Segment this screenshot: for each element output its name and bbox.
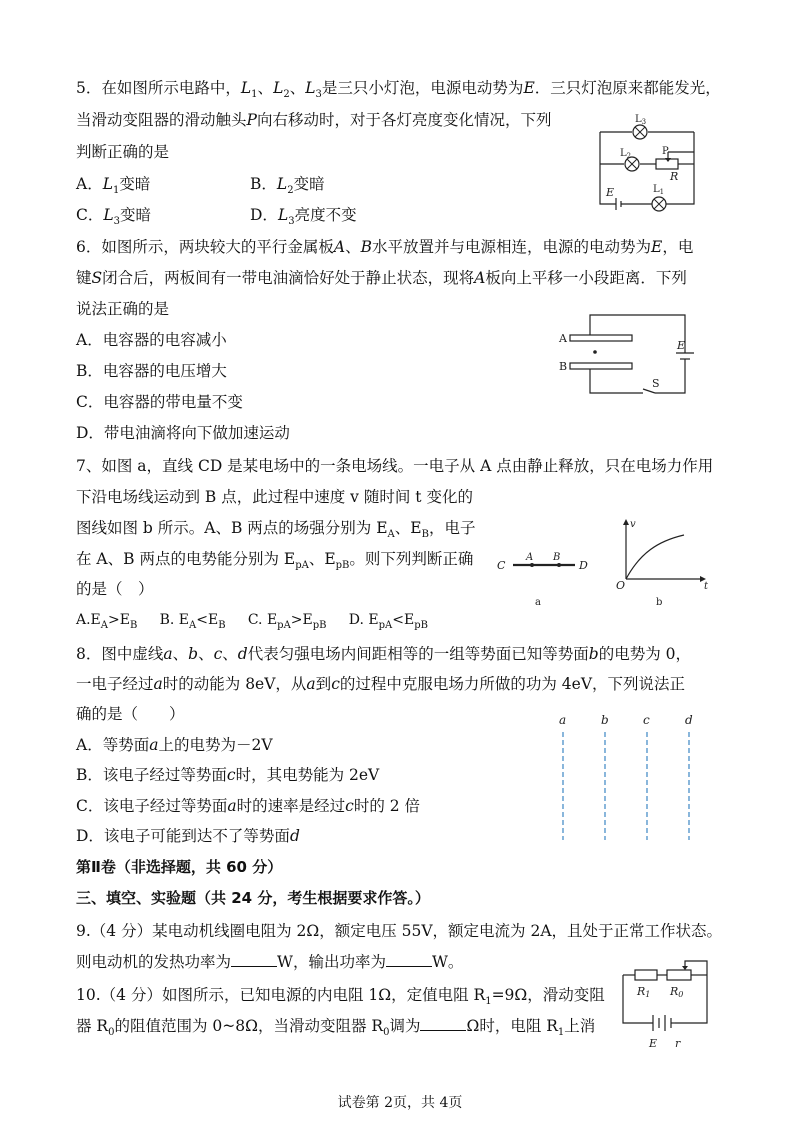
svg-text:R1: [636, 985, 650, 999]
q6-option-d: D．带电油滴将向下做加速运动: [76, 424, 290, 442]
svg-text:L3: [635, 114, 646, 126]
q6-option-b: B．电容器的电压增大: [76, 362, 227, 380]
q7-line-4: 在 A、B 两点的电势能分别为 $E_{pA}$、$E_{pB}$。则下列判断正确: [76, 550, 474, 572]
q10-blank-r0-value[interactable]: [420, 1016, 466, 1031]
fig-r0-label: R: [670, 985, 679, 998]
fig-b-point-label: B: [553, 552, 561, 563]
fig-r1-sub: 1: [645, 990, 651, 999]
q7-option-b: B. $E_A<E_B$: [159, 612, 226, 631]
q5-circuit-figure: [590, 112, 710, 212]
fig-l3-sub: 3: [641, 118, 647, 126]
q8-option-c: C．该电子经过等势面a时的速率是经过c时的 2 倍: [76, 797, 421, 815]
fig-l1-sub: 1: [659, 188, 665, 196]
q5-line-3: 判断正确的是: [76, 143, 170, 161]
q7-figure-a: [495, 515, 605, 610]
fig-internal-r-label: r: [675, 1037, 681, 1050]
q10-line-1: 10.（4 分）如图所示，已知电源的内电阻 1Ω，定值电阻 $R_1=9\Omega$，滑动变阻: [76, 986, 605, 1008]
q7-option-d: D. $E_{pA}<E_{pB}$: [348, 612, 428, 631]
fig-l2-label: L: [620, 148, 627, 159]
q8-equipotential-figure: [545, 708, 705, 843]
fig-d-label: D: [579, 559, 588, 572]
fig-l3-label: L: [635, 114, 642, 125]
q7-option-a: $A.E_A>E_B$: [76, 612, 138, 631]
q5-option-a: A．$L_1$变暗: [76, 175, 151, 197]
q7-line-3: 图线如图 b 所示。A、B 两点的场强分别为 $E_A$、$E_B$，电子: [76, 519, 476, 541]
q6-line-3: 说法正确的是: [76, 300, 170, 318]
fig-emf-label: E: [677, 339, 686, 352]
svg-text:L2: [620, 148, 631, 160]
fig-e-label: E: [606, 186, 615, 199]
q7-options: [76, 610, 428, 630]
q6-line-2: 键S闭合后，两板间有一带电油滴恰好处于静止状态，现将A板向上平移一小段距离．下列: [76, 269, 687, 287]
fig-a-point-label: A: [526, 552, 534, 563]
q8-line-2: 一电子经过a时的动能为 8eV，从a到c的过程中克服电场力所做的功为 4eV，下列说法正: [76, 675, 686, 693]
fig-r-label: R: [670, 170, 679, 183]
fig-a-caption: a: [535, 597, 541, 608]
fig-b-caption: b: [656, 597, 663, 608]
fig-v-label: v: [630, 519, 636, 530]
fig-switch-label: S: [652, 377, 660, 390]
q10-circuit-figure: [615, 955, 715, 1050]
q8-line-3: 确的是（ ）: [76, 705, 185, 723]
fig-origin-label: O: [616, 579, 626, 592]
section-2-heading: 第Ⅱ卷（非选择题，共 60 分）: [76, 858, 283, 876]
fig-l2-sub: 2: [626, 152, 632, 160]
q8-option-d: D．该电子可能到达不了等势面d: [76, 827, 300, 845]
q5-option-d: D．$L_3$亮度不变: [250, 206, 357, 228]
q5-line-2: 当滑动变阻器的滑动触头P向右移动时，对于各灯亮度变化情况，下列: [76, 111, 552, 129]
q5-line-1: 5．在如图所示电路中，$L_1$、$L_2$、$L_3$是三只小灯泡，电源电动势为E．三只灯泡原来都能发光，: [76, 79, 721, 101]
q9-blank-heat-power[interactable]: [231, 952, 277, 967]
fig-surface-b-label: b: [601, 713, 609, 727]
svg-text:R0: [669, 985, 683, 999]
q8-line-1: 8．图中虚线a、b、c、d代表匀强电场内间距相等的一组等势面已知等势面b的电势为 0，: [76, 645, 691, 663]
q8-option-a: A．等势面a上的电势为－2V: [76, 736, 273, 754]
svg-text:L1: [653, 184, 664, 196]
fig-l1-label: L: [653, 184, 660, 195]
q9-line-1: 9.（4 分）某电动机线圈电阻为 2Ω，额定电压 55V，额定电流为 2A，且处于正常工作状态。: [76, 922, 723, 940]
fig-c-label: C: [497, 559, 506, 572]
q7-figure-b: [610, 515, 720, 610]
q6-capacitor-figure: [555, 305, 705, 405]
section-3-heading: 三、填空、实验题（共 24 分，考生根据要求作答。）: [76, 889, 430, 907]
q7-line-2: 下沿电场线运动到 B 点，此过程中速度 v 随时间 t 变化的: [76, 488, 473, 506]
fig-surface-a-label: a: [559, 713, 567, 727]
q6-line-1: 6．如图所示，两块较大的平行金属板A、B水平放置并与电源相连，电源的电动势为E，电: [76, 238, 694, 256]
fig-emf-e-label: E: [649, 1037, 658, 1050]
fig-plate-b-label: B: [559, 360, 568, 373]
fig-t-label: t: [704, 581, 709, 592]
q9-line-2: 则电动机的发热功率为 W，输出功率为 W。: [76, 953, 464, 971]
q5-option-c: C．$L_3$变暗: [76, 206, 152, 228]
fig-r0-sub: 0: [678, 990, 684, 999]
fig-surface-d-label: d: [685, 713, 693, 727]
q5-option-b: B．$L_2$变暗: [250, 175, 325, 197]
q6-option-a: A．电容器的电容减小: [76, 331, 227, 349]
q6-option-c: C．电容器的带电量不变: [76, 393, 243, 411]
fig-plate-a-label: A: [559, 332, 567, 345]
q7-line-5: 的是（ ）: [76, 580, 154, 598]
q7-line-1: 7、如图 a，直线 CD 是某电场中的一条电场线。一电子从 A 点由静止释放，只在电场力作用: [76, 457, 714, 475]
fig-surface-c-label: c: [643, 713, 650, 727]
q7-option-c: C. $E_{pA}>E_{pB}$: [247, 612, 327, 631]
q9-blank-output-power[interactable]: [386, 952, 432, 967]
q10-line-2: 器 $R_0$的阻值范围为 0~8Ω，当滑动变阻器 $R_0$调为 Ω时，电阻 $R_1$上消: [76, 1017, 596, 1039]
fig-r1-label: R: [637, 985, 646, 998]
page-footer: 试卷第 2页，共 4页: [337, 1095, 463, 1111]
q8-option-b: B．该电子经过等势面c时，其电势能为 2eV: [76, 766, 380, 784]
fig-p-label: P: [662, 146, 669, 157]
